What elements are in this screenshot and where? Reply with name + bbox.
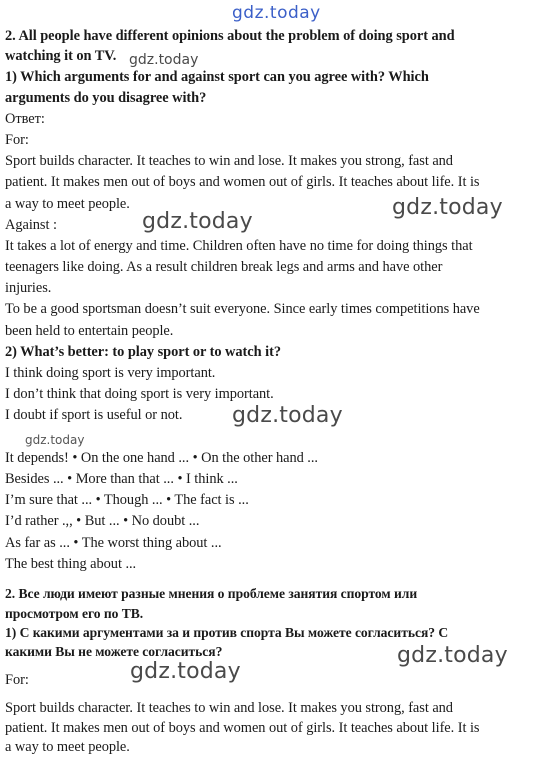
question-1-line-2: arguments do you disagree with? — [5, 90, 207, 106]
watermark-top: gdz.today — [232, 3, 321, 23]
ru-task-heading-line-1: 2. Все люди имеют разные мнения о проблеме занятия спортом или — [5, 586, 418, 601]
against-text-line-2: teenagers like doing. As a result children break legs and arms and have other — [5, 259, 443, 275]
watermark-ru-center: gdz.today — [130, 659, 241, 684]
ru-for-text-line-3: a way to meet people. — [5, 739, 130, 755]
ru-for-text-line-1: Sport builds character. It teaches to win and lose. It makes you strong, fast and — [5, 700, 453, 716]
ru-task-heading-line-2: просмотром его по ТВ. — [5, 606, 144, 621]
answer-label: Ответ: — [5, 111, 45, 127]
watermark-inline: gdz.today — [129, 52, 199, 68]
for-text-line-2: patient. It makes men out of boys and women out of girls. It teaches about life. It is — [5, 174, 480, 190]
watermark-small: gdz.today — [25, 433, 85, 447]
for-text-line-3: a way to meet people. — [5, 196, 130, 212]
against-text-line-3: injuries. — [5, 280, 52, 296]
question-2: 2) What’s better: to play sport or to watch it? — [5, 344, 281, 360]
for-label: For: — [5, 132, 29, 148]
task-heading-line-2: watching it on TV. — [5, 48, 117, 64]
question-1-line-1: 1) Which arguments for and against sport can you agree with? Which — [5, 69, 429, 85]
ru-question-1-line-1: 1) С какими аргументами за и против спорта Вы можете согласиться? С — [5, 625, 449, 640]
watermark-mid-right: gdz.today — [392, 195, 503, 220]
against-text-line-5: been held to entertain people. — [5, 323, 174, 339]
ru-for-text-line-2: patient. It makes men out of boys and women out of girls. It teaches about life. It is — [5, 720, 480, 736]
phrases-line-3: I’m sure that ... • Though ... • The fact is ... — [5, 492, 249, 508]
phrases-line-5: As far as ... • The worst thing about ... — [5, 535, 222, 551]
phrases-line-1: It depends! • On the one hand ... • On the other hand ... — [5, 450, 318, 466]
watermark-ru-right: gdz.today — [397, 643, 508, 668]
against-text-line-4: To be a good sportsman doesn’t suit everyone. Since early times competitions have — [5, 301, 480, 317]
against-text-line-1: It takes a lot of energy and time. Children often have no time for doing things that — [5, 238, 473, 254]
ru-for-label: For: — [5, 672, 29, 688]
phrases-line-6: The best thing about ... — [5, 556, 137, 572]
against-label: Against : — [5, 217, 57, 233]
watermark-center: gdz.today — [232, 403, 343, 428]
ru-question-1-line-2: какими Вы не можете согласиться? — [5, 644, 223, 659]
for-text-line-1: Sport builds character. It teaches to win and lose. It makes you strong, fast and — [5, 153, 453, 169]
phrases-line-4: I’d rather .,, • But ... • No doubt ... — [5, 513, 200, 529]
task-heading-line-1: 2. All people have different opinions about the problem of doing sport and — [5, 28, 455, 44]
phrases-line-2: Besides ... • More than that ... • I think ... — [5, 471, 238, 487]
watermark-mid-left: gdz.today — [142, 209, 253, 234]
question-2-answer-2: I don’t think that doing sport is very important. — [5, 386, 274, 402]
question-2-answer-3: I doubt if sport is useful or not. — [5, 407, 183, 423]
question-2-answer-1: I think doing sport is very important. — [5, 365, 216, 381]
